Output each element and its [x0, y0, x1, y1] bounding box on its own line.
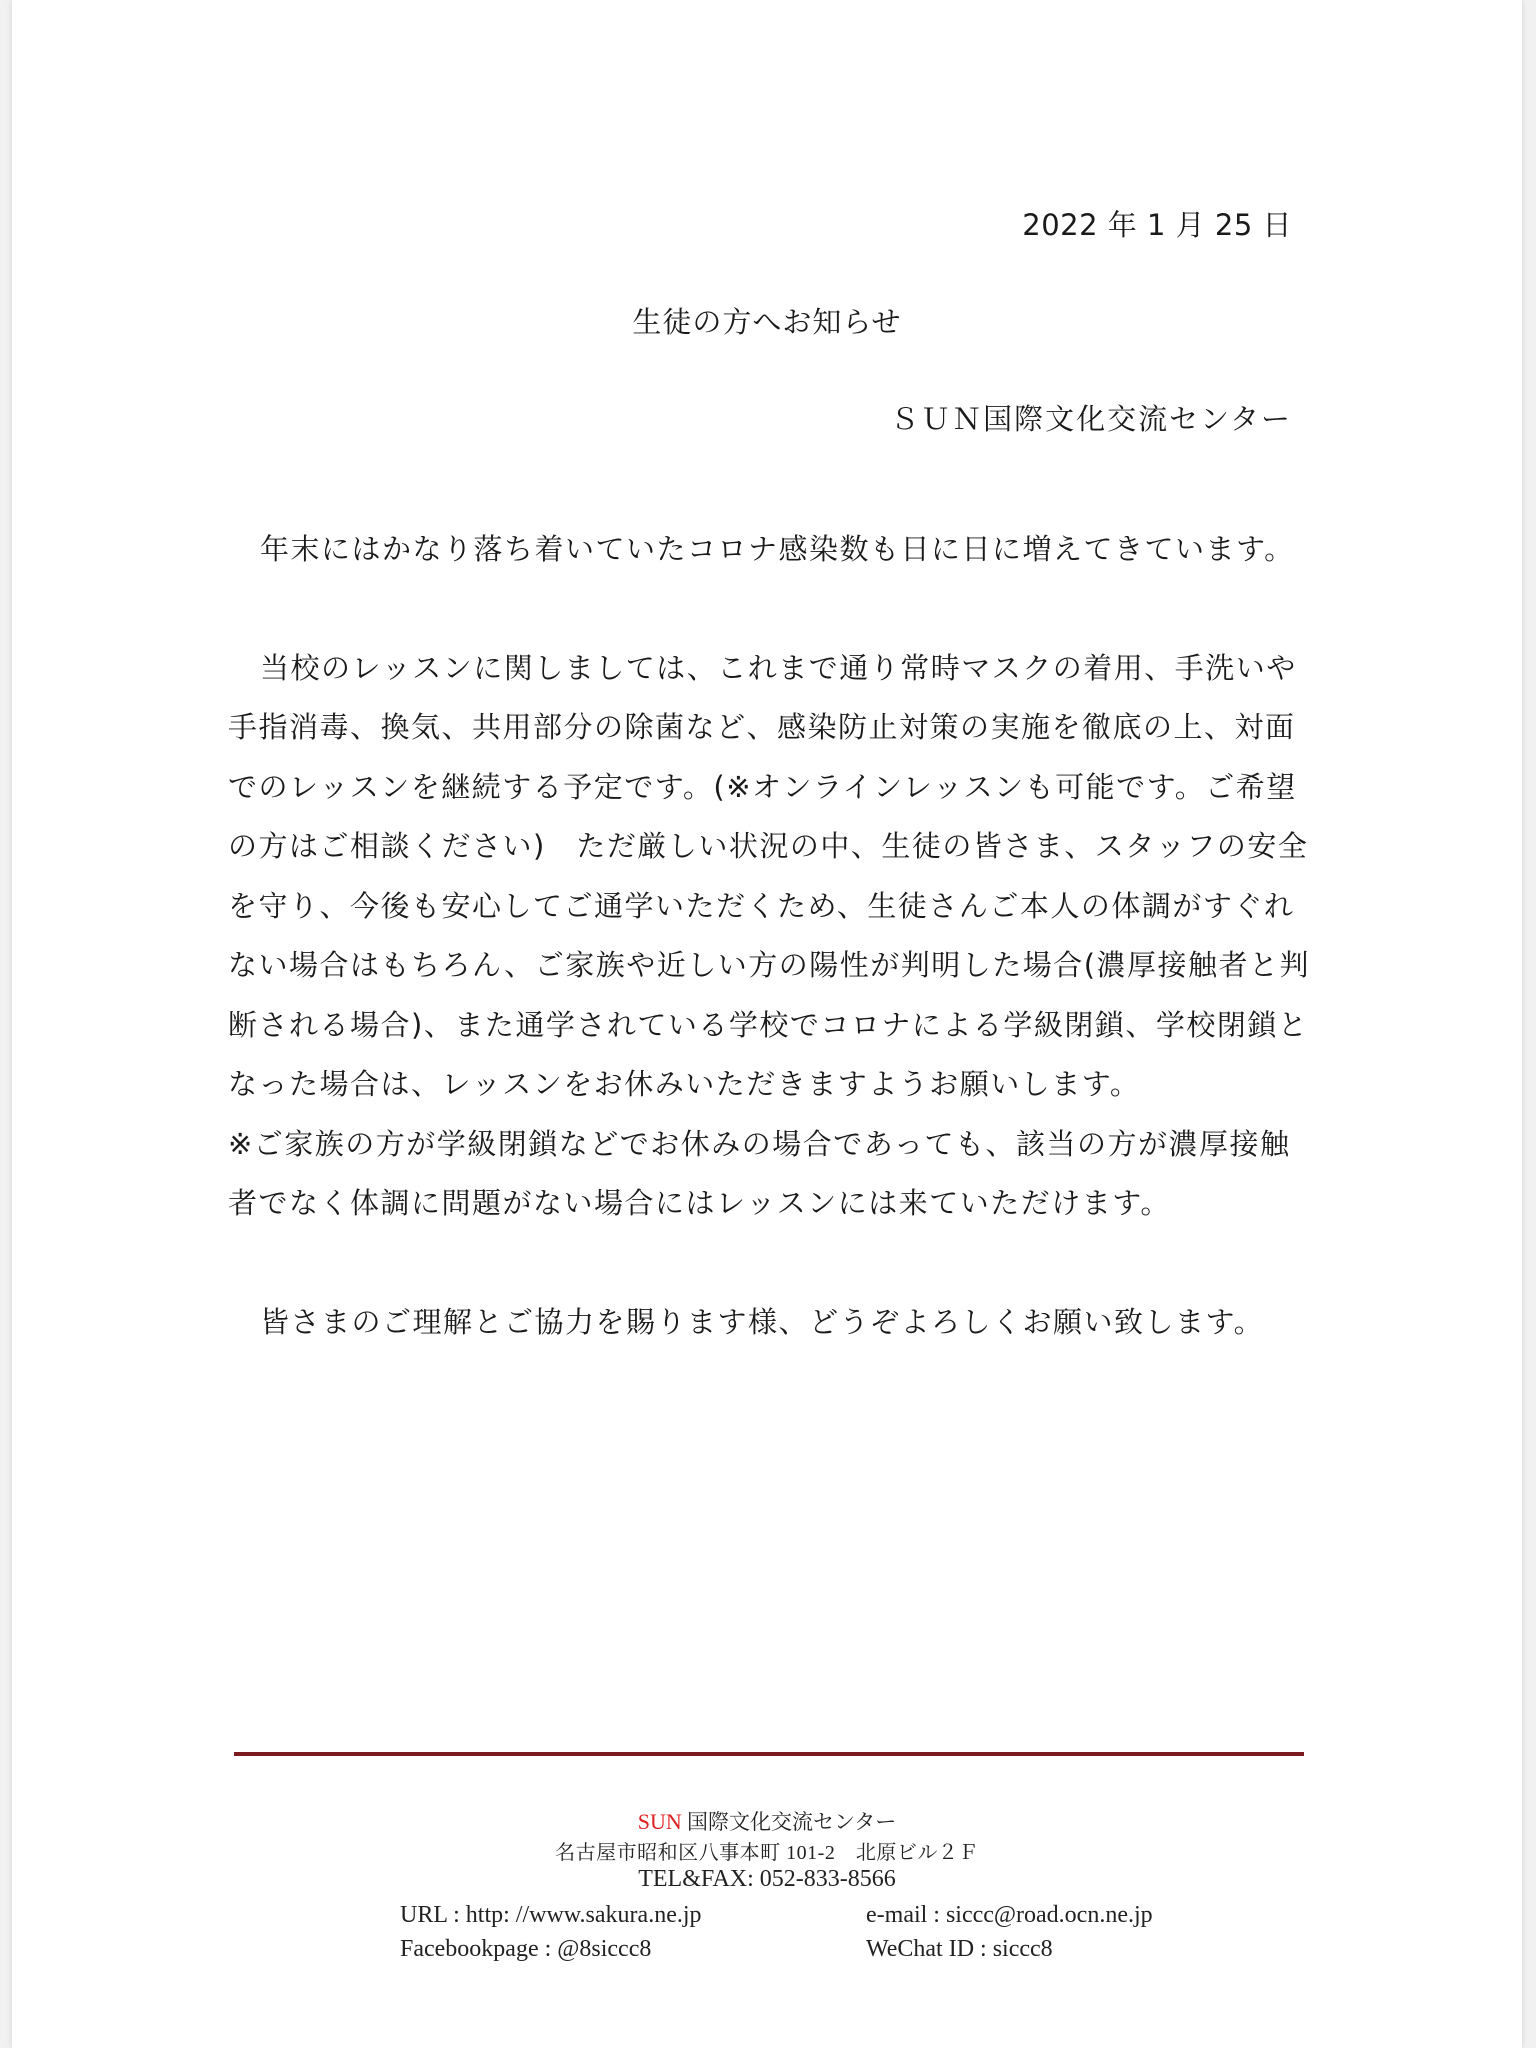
footer-address: 名古屋市昭和区八事本町 101-2 北原ビル２Ｆ — [555, 1842, 979, 1864]
footer-url[interactable]: URL : http: //www.sakura.ne.jp — [400, 1902, 702, 1928]
footer-contact-row-1 — [12, 1902, 1522, 1936]
footer-contact-row-2 — [12, 1936, 1522, 1970]
footer-facebook[interactable]: Facebookpage : @8siccc8 — [400, 1936, 652, 1962]
footer-wechat: WeChat ID : siccc8 — [866, 1936, 1053, 1962]
document-date: 2022 年 1 月 25 日 — [1022, 208, 1292, 242]
footer-organization — [12, 1806, 1522, 1836]
paragraph-lesson-policy: 当校のレッスンに関しましては、これまで通り常時マスクの着用、手洗いや手指消毒、換気、共用部分の除菌など、感染防止対策の実施を徹底の上、対面でのレッスンを継続する予定です。(※オンラインレッスンも可能です。ご希望の方はご相談ください) ただ厳しい状況の中、生徒の皆さま、スタッフの安全を守り、今後も安心してご通学いただくため、生徒さんご本人の体調がすぐれない場合はもちろん、ご家族や近しい方の陽性が判明した場合(濃厚接触者と判断される場合)、また通学されている学校でコロナによる学級閉鎖、学校閉鎖となった場合は、レッスンをお休みいただきますようお願いします。 — [228, 650, 1311, 1101]
footer-tel-fax: TEL&FAX: 052-833-8566 — [638, 1866, 896, 1892]
document-page — [12, 0, 1522, 2048]
footer-org-highlight: SUN — [637, 1809, 682, 1834]
footer-org-name: 国際文化交流センター — [681, 1810, 897, 1834]
paragraph-note: ※ご家族の方が学級閉鎖などでお休みの場合であっても、該当の方が濃厚接触者でなく体調に問題がない場合にはレッスンには来ていただけます。 — [228, 1126, 1291, 1220]
document-sender: ＳＵＮ国際文化交流センター — [890, 402, 1292, 436]
paragraph-intro: 年末にはかなり落ち着いていたコロナ感染数も日に日に増えてきています。 — [260, 532, 1295, 566]
document-title: 生徒の方へお知らせ — [632, 305, 902, 339]
footer-email[interactable]: e-mail : siccc@road.ocn.ne.jp — [866, 1902, 1153, 1928]
paragraph-closing: 皆さまのご理解とご協力を賜ります様、どうぞよろしくお願い致します。 — [260, 1304, 1265, 1339]
document-body — [228, 520, 1318, 1352]
footer — [12, 1806, 1522, 1970]
footer-divider — [234, 1752, 1304, 1756]
